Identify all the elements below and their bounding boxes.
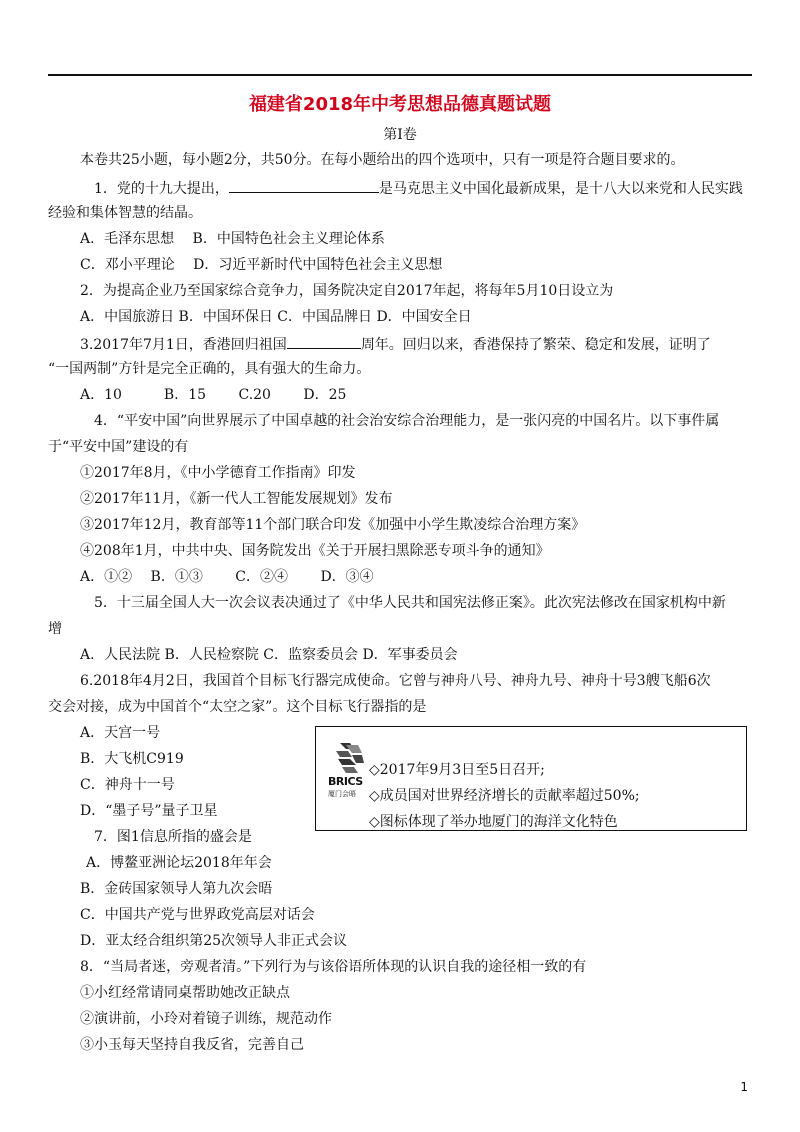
question-1-options-c-d: C．邓小平理论 D．习近平新时代中国特色社会主义思想 <box>80 257 443 273</box>
question-4-options: A．①② B．①③ C．②④ D．③④ <box>80 569 374 585</box>
info-line-2: ◇成员国对世界经济增长的贡献率超过50%; <box>369 788 640 804</box>
question-3-cont: “一国两制”方针是完全正确的，具有强大的生命力。 <box>48 361 371 377</box>
question-7-option-d: D．亚太经合组织第25次领导人非正式会议 <box>80 933 348 949</box>
info-line-1: ◇2017年9月3日至5日召开; <box>369 762 545 778</box>
question-4-item-3: ③2017年12月，教育部等11个部门联合印发《加强中小学生欺凌综合治理方案》 <box>80 517 586 533</box>
question-8-stem: 8．“当局者迷，旁观者清。”下列行为与该俗语所体现的认识自我的途径相一致的有 <box>80 959 587 975</box>
brics-logo-subtext: 厦门会晤 <box>328 790 356 798</box>
question-1-post: 是马克思主义中国化最新成果，是十八大以来党和人民实践 <box>378 181 743 197</box>
question-6-option-d: D．“墨子号”量子卫星 <box>80 803 218 819</box>
answer-blank <box>287 334 361 349</box>
question-8-item-3: ③小玉每天坚持自我反省，完善自己 <box>80 1037 304 1053</box>
question-4-item-4: ④208年1月，中共中央、国务院发出《关于开展扫黑除恶专项斗争的通知》 <box>80 543 550 559</box>
question-4-item-2: ②2017年11月，《新一代人工智能发展规划》发布 <box>80 491 393 507</box>
brics-logo-text: BRICS <box>328 775 363 788</box>
question-3-options: A．10 B．15 C.20 D．25 <box>80 387 347 403</box>
question-6-option-a: A．天宫一号 <box>80 725 161 741</box>
question-2-options: A．中国旅游日 B．中国环保日 C．中国品牌日 D．中国安全日 <box>80 309 472 325</box>
instructions: 本卷共25小题，每小题2分，共50分。在每小题给出的四个选项中，只有一项是符合题目要求的。 <box>80 152 685 168</box>
figure-1-info-box <box>315 726 747 831</box>
info-line-3: ◇图标体现了举办地厦门的海洋文化特色 <box>369 814 618 830</box>
answer-blank <box>229 178 379 193</box>
question-2-stem: 2．为提高企业乃至国家综合竞争力，国务院决定自2017年起，将每年5月10日设立为 <box>80 283 614 299</box>
question-4-stem-2: 于“平安中国”建设的有 <box>48 439 189 455</box>
question-5-options: A．人民法院 B．人民检察院 C．监察委员会 D．军事委员会 <box>80 647 458 663</box>
question-7-option-b: B．金砖国家领导人第九次会晤 <box>80 881 273 897</box>
question-3-post: 周年。回归以来，香港保持了繁荣、稳定和发展，证明了 <box>360 337 711 353</box>
question-6-option-b: B．大飞机C919 <box>80 751 184 767</box>
question-1-pre: 1．党的十九大提出， <box>94 181 229 197</box>
question-6-stem-2: 交会对接，成为中国首个“太空之家”。这个目标飞行器指的是 <box>48 699 427 715</box>
page-number: 1 <box>740 1080 748 1094</box>
question-5-stem-1: 5．十三届全国人大一次会议表决通过了《中华人民共和国宪法修正案》。此次宪法修改在国家机构中新 <box>94 595 726 611</box>
header-rule <box>48 74 752 76</box>
question-4-stem-1: 4．“平安中国”向世界展示了中国卓越的社会治安综合治理能力，是一张闪亮的中国名片。以下事件属 <box>94 413 720 429</box>
volume-heading: 第Ⅰ卷 <box>383 127 417 143</box>
question-4-item-1: ①2017年8月，《中小学德育工作指南》印发 <box>80 465 356 481</box>
question-6-stem-1: 6.2018年4月2日，我国首个目标飞行器完成使命。它曾与神舟八号、神舟九号、神舟十号3艘飞船6次 <box>80 673 711 689</box>
question-1-options-a-b: A．毛泽东思想 B．中国特色社会主义理论体系 <box>80 231 385 247</box>
question-1-cont: 经验和集体智慧的结晶。 <box>48 205 202 221</box>
brics-logo <box>328 739 372 801</box>
question-8-item-2: ②演讲前，小玲对着镜子训练，规范动作 <box>80 1011 332 1027</box>
question-1-stem <box>94 178 743 198</box>
page-title: 福建省2018年中考思想品德真题试题 <box>248 94 552 115</box>
question-7-stem: 7．图1信息所指的盛会是 <box>94 829 252 845</box>
question-8-item-1: ①小红经常请同桌帮助她改正缺点 <box>80 985 290 1001</box>
question-3-stem <box>80 334 711 354</box>
question-7-option-a: A．博鳌亚洲论坛2018年年会 <box>86 855 272 871</box>
question-6-option-c: C．神舟十一号 <box>80 777 175 793</box>
question-5-stem-2: 增 <box>48 621 62 637</box>
question-7-option-c: C．中国共产党与世界政党高层对话会 <box>80 907 315 923</box>
question-3-pre: 3.2017年7月1日，香港回归祖国 <box>80 337 287 353</box>
